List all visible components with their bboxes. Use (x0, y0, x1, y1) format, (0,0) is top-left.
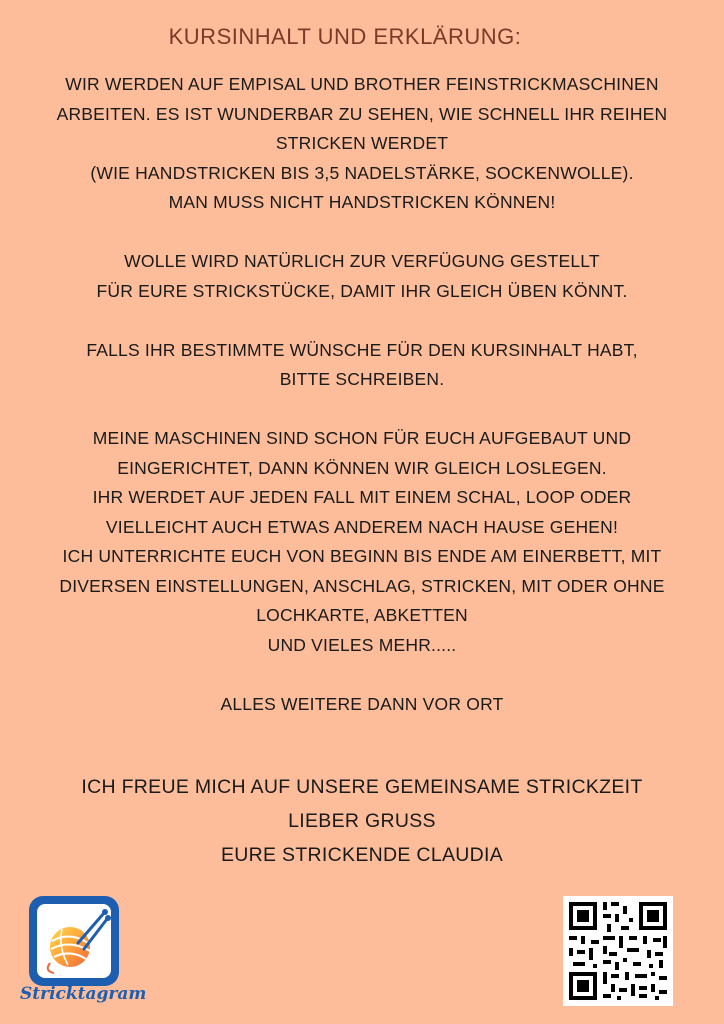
yarn-ball-knitting-needles-icon (28, 895, 120, 987)
greeting-line: LIEBER GRUSS (288, 810, 436, 832)
text-line: FÜR EURE STRICKSTÜCKE, DAMIT IHR GLEICH ÜBEN KÖNNT. (96, 280, 628, 301)
text-line: WIR WERDEN AUF EMPISAL UND BROTHER FEINSTRICKMASCHINEN (65, 74, 659, 94)
qr-code-icon[interactable] (563, 896, 673, 1006)
text-line: UND VIELES MEHR..... (267, 634, 457, 655)
brand-name: Stricktagram (20, 984, 147, 1004)
text-line: ALLES WEITERE DANN VOR ORT (220, 693, 504, 714)
text-line: VIELLEICHT AUCH ETWAS ANDEREM NACH HAUSE GEHEN! (105, 516, 619, 537)
text-line: STRICKEN WERDET (275, 133, 449, 153)
paragraph-spacer (10, 218, 714, 248)
text-line: DIVERSEN EINSTELLUNGEN, ANSCHLAG, STRICKEN, MIT ODER OHNE (59, 575, 665, 596)
paragraph-spacer (10, 660, 714, 690)
closing-line: ICH FREUE MICH AUF UNSERE GEMEINSAME STRICKZEIT (81, 776, 643, 798)
text-line: FALLS IHR BESTIMMTE WÜNSCHE FÜR DEN KURSINHALT HABT, (86, 339, 638, 360)
paragraph-spacer (10, 306, 714, 336)
page-title: KURSINHALT UND ERKLÄRUNG: (168, 24, 522, 49)
text-line: LOCHKARTE, ABKETTEN (256, 605, 468, 625)
text-line: WOLLE WIRD NATÜRLICH ZUR VERFÜGUNG GESTELLT (124, 251, 600, 271)
text-line: (WIE HANDSTRICKEN BIS 3,5 NADELSTÄRKE, SOCKENWOLLE). (90, 162, 634, 183)
text-line: IHR WERDET AUF JEDEN FALL MIT EINEM SCHAL, LOOP ODER (92, 487, 632, 507)
text-line: ARBEITEN. ES IST WUNDERBAR ZU SEHEN, WIE SCHNELL IHR REIHEN (56, 103, 668, 124)
closing-block (10, 770, 714, 872)
course-description (10, 70, 714, 719)
text-line: MAN MUSS NICHT HANDSTRICKEN KÖNNEN! (168, 192, 556, 212)
signature-line: EURE STRICKENDE CLAUDIA (220, 844, 504, 866)
text-line: ICH UNTERRICHTE EUCH VON BEGINN BIS ENDE AM EINERBETT, MIT (62, 546, 662, 566)
paragraph-spacer (10, 395, 714, 425)
text-line: BITTE SCHREIBEN. (279, 369, 445, 389)
text-line: MEINE MASCHINEN SIND SCHON FÜR EUCH AUFGEBAUT UND (92, 428, 632, 448)
text-line: EINGERICHTET, DANN KÖNNEN WIR GLEICH LOSLEGEN. (117, 457, 607, 478)
